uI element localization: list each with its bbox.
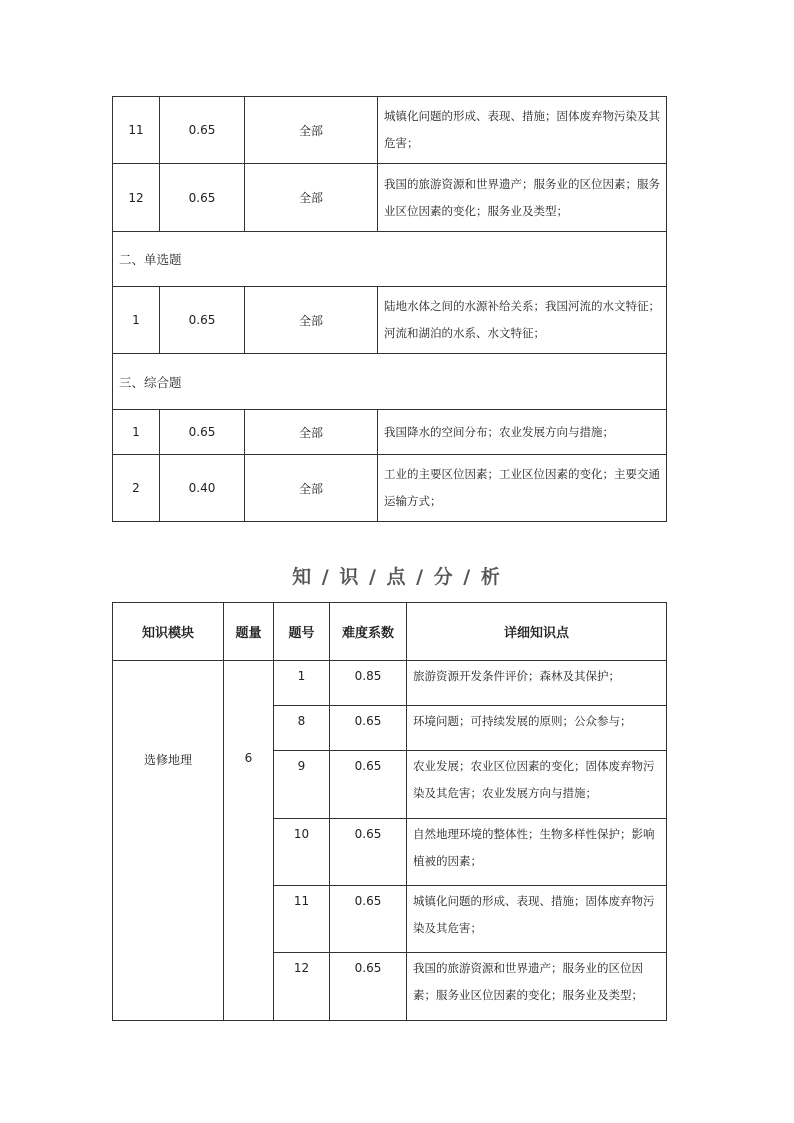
- question-number: 2: [113, 455, 160, 522]
- question-number: 11: [113, 97, 160, 164]
- question-number: 1: [274, 661, 330, 706]
- section-heading: 三、综合题: [113, 354, 667, 410]
- question-number: 1: [113, 410, 160, 455]
- question-number: 9: [274, 751, 330, 819]
- difficulty-coefficient: 0.65: [330, 953, 407, 1021]
- difficulty-coefficient: 0.65: [330, 706, 407, 751]
- header-number: 题号: [274, 603, 330, 661]
- difficulty-coefficient: 0.40: [160, 455, 245, 522]
- question-number: 12: [113, 164, 160, 232]
- count-cell: 6: [224, 661, 274, 1021]
- header-difficulty: 难度系数: [330, 603, 407, 661]
- difficulty-coefficient: 0.65: [330, 819, 407, 886]
- knowledge-detail: 旅游资源开发条件评价；森林及其保护；: [407, 661, 667, 706]
- question-number: 12: [274, 953, 330, 1021]
- knowledge-detail: 陆地水体之间的水源补给关系；我国河流的水文特征；河流和湖泊的水系、水文特征；: [378, 287, 667, 354]
- scope: 全部: [245, 287, 378, 354]
- question-difficulty-table: [112, 96, 667, 522]
- difficulty-coefficient: 0.85: [330, 661, 407, 706]
- scope: 全部: [245, 97, 378, 164]
- section-title: 知 / 识 / 点 / 分 / 析: [292, 566, 502, 588]
- knowledge-detail: 我国的旅游资源和世界遗产；服务业的区位因素；服务业区位因素的变化；服务业及类型；: [407, 953, 667, 1021]
- question-number: 10: [274, 819, 330, 886]
- table-row: [113, 455, 667, 522]
- table-row: [113, 287, 667, 354]
- knowledge-detail: 城镇化问题的形成、表现、措施；固体废弃物污染及其危害；: [378, 97, 667, 164]
- knowledge-detail: 工业的主要区位因素；工业区位因素的变化；主要交通运输方式；: [378, 455, 667, 522]
- header-detail: 详细知识点: [407, 603, 667, 661]
- header-module: 知识模块: [113, 603, 224, 661]
- knowledge-detail: 我国降水的空间分布；农业发展方向与措施；: [378, 410, 667, 455]
- question-number: 11: [274, 886, 330, 953]
- scope: 全部: [245, 455, 378, 522]
- table-row: [113, 410, 667, 455]
- difficulty-coefficient: 0.65: [160, 164, 245, 232]
- question-number: 1: [113, 287, 160, 354]
- module-cell: 选修地理: [113, 661, 224, 1021]
- knowledge-detail: 自然地理环境的整体性；生物多样性保护；影响植被的因素；: [407, 819, 667, 886]
- difficulty-coefficient: 0.65: [160, 287, 245, 354]
- scope: 全部: [245, 164, 378, 232]
- knowledge-detail: 城镇化问题的形成、表现、措施；固体废弃物污染及其危害；: [407, 886, 667, 953]
- difficulty-coefficient: 0.65: [160, 97, 245, 164]
- header-row: [113, 603, 667, 661]
- table-row: [113, 164, 667, 232]
- knowledge-detail: 环境问题；可持续发展的原则；公众参与；: [407, 706, 667, 751]
- difficulty-coefficient: 0.65: [160, 410, 245, 455]
- knowledge-detail: 农业发展；农业区位因素的变化；固体废弃物污染及其危害；农业发展方向与措施；: [407, 751, 667, 819]
- section-row: [113, 354, 667, 410]
- table-row: [113, 97, 667, 164]
- scope: 全部: [245, 410, 378, 455]
- difficulty-coefficient: 0.65: [330, 886, 407, 953]
- section-heading: 二、单选题: [113, 232, 667, 287]
- difficulty-coefficient: 0.65: [330, 751, 407, 819]
- table-row: [113, 661, 667, 706]
- section-row: [113, 232, 667, 287]
- header-count: 题量: [224, 603, 274, 661]
- knowledge-detail: 我国的旅游资源和世界遗产；服务业的区位因素；服务业区位因素的变化；服务业及类型；: [378, 164, 667, 232]
- knowledge-analysis-table: [112, 602, 667, 1021]
- question-number: 8: [274, 706, 330, 751]
